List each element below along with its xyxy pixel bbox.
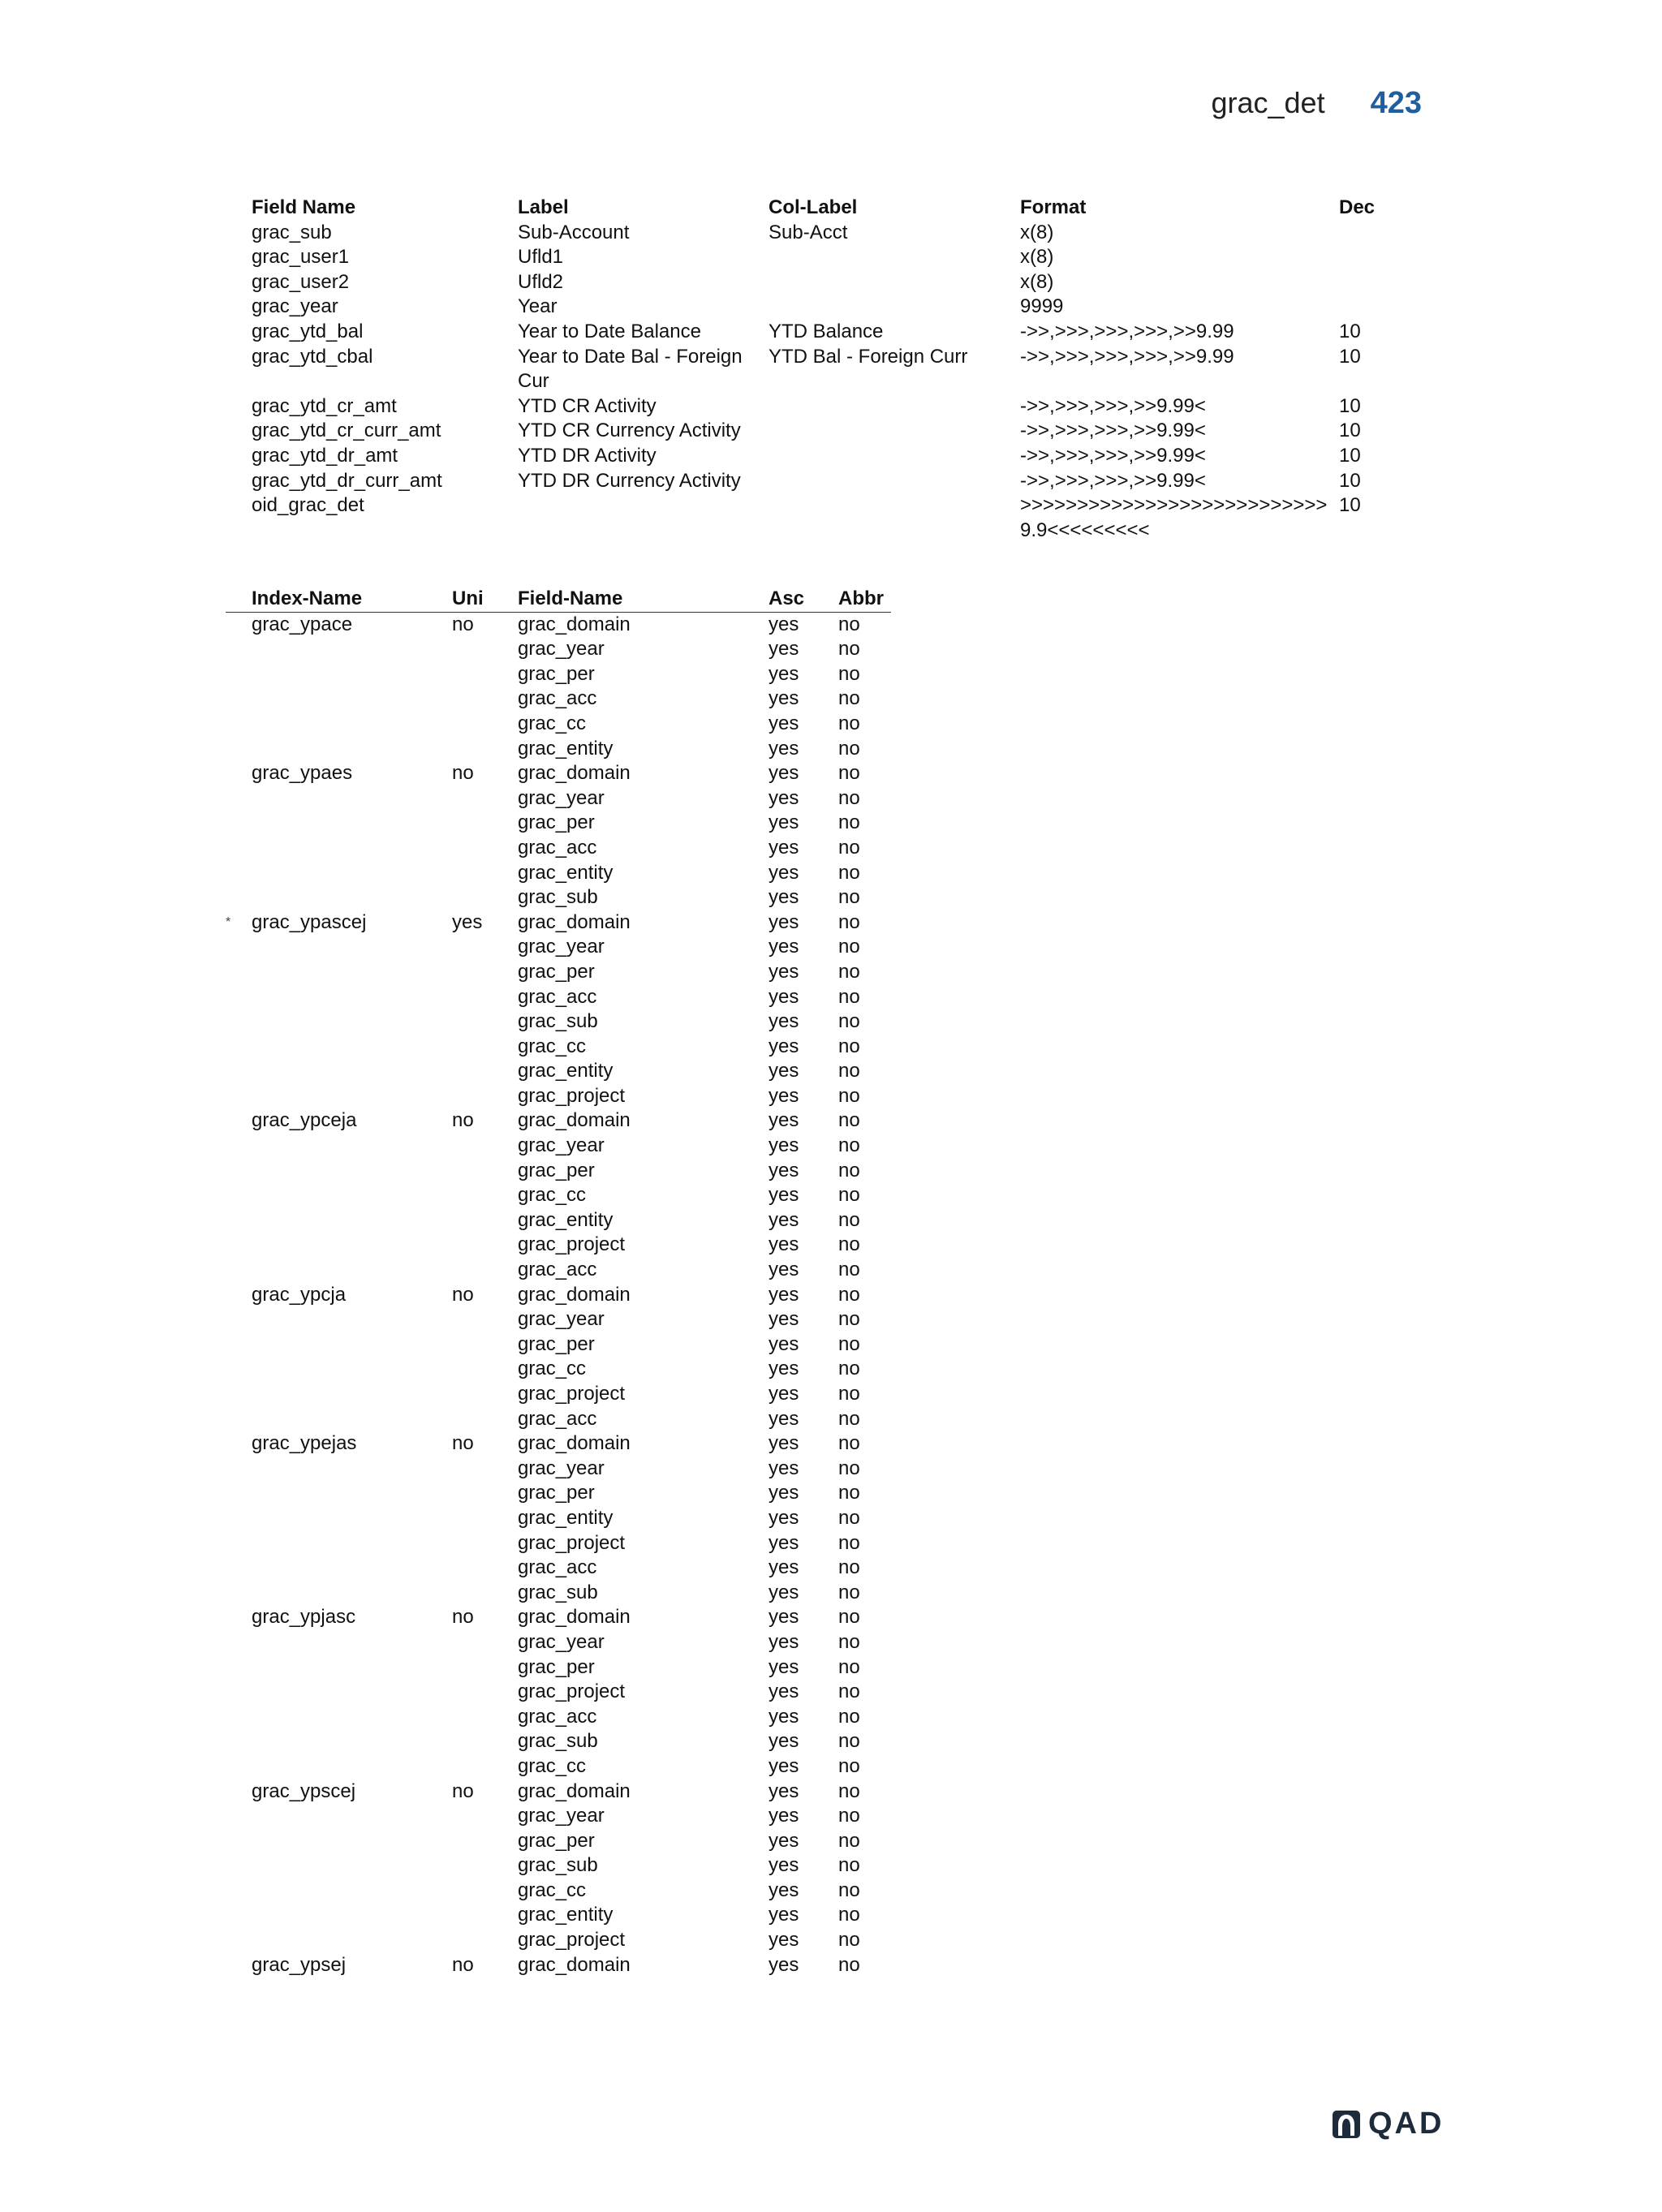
index-asc-cell: yes: [769, 1655, 799, 1678]
index-abbr-cell: no: [838, 1581, 860, 1603]
index-row: [226, 1729, 891, 1754]
field-label-cell: Year: [518, 295, 558, 318]
field-format-cell: ->>,>>>,>>>,>>9.99<: [1020, 469, 1206, 492]
index-asc-cell: yes: [769, 687, 799, 710]
index-asc-cell: yes: [769, 662, 799, 685]
index-row: [226, 1009, 891, 1035]
index-unique-cell: no: [452, 1779, 474, 1802]
index-asc-cell: yes: [769, 1531, 799, 1554]
index-field-cell: grac_domain: [518, 1779, 631, 1802]
index-field-cell: grac_year: [518, 1457, 605, 1479]
index-row: [226, 1108, 891, 1134]
index-row: [226, 1233, 891, 1258]
index-asc-cell: yes: [769, 786, 799, 809]
qad-logo-text: QAD: [1368, 2107, 1445, 2141]
index-abbr-cell: no: [838, 762, 860, 785]
index-row: [226, 1431, 891, 1457]
index-asc-cell: yes: [769, 1134, 799, 1157]
index-asc-cell: yes: [769, 1208, 799, 1231]
index-field-cell: grac_cc: [518, 1184, 587, 1207]
index-asc-cell: yes: [769, 1506, 799, 1529]
field-col-label-cell: YTD Bal - Foreign Curr: [769, 345, 968, 368]
index-field-cell: grac_per: [518, 811, 595, 834]
index-asc-cell: yes: [769, 936, 799, 958]
index-asc-cell: yes: [769, 1581, 799, 1603]
index-row: [226, 1407, 891, 1432]
index-abbr-cell: no: [838, 1730, 860, 1753]
index-asc-cell: yes: [769, 1332, 799, 1355]
index-abbr-cell: no: [838, 1531, 860, 1554]
index-row: [226, 1531, 891, 1556]
index-row: [226, 1829, 891, 1854]
field-label-cell: YTD DR Currency Activity: [518, 469, 741, 492]
index-asc-cell: yes: [769, 1779, 799, 1802]
index-row: [226, 861, 891, 886]
index-abbr-cell: no: [838, 1407, 860, 1430]
index-unique-cell: no: [452, 1283, 474, 1306]
index-asc-cell: yes: [769, 712, 799, 734]
index-abbr-cell: no: [838, 1854, 860, 1877]
index-abbr-cell: no: [838, 1953, 860, 1976]
index-row: [226, 1754, 891, 1779]
index-asc-cell: yes: [769, 1259, 799, 1281]
index-row: [226, 811, 891, 836]
index-row: [226, 1506, 891, 1531]
index-field-cell: grac_entity: [518, 861, 614, 884]
index-abbr-cell: no: [838, 1457, 860, 1479]
index-row: [226, 786, 891, 811]
field-label-cell: Year to Date Balance: [518, 320, 701, 342]
index-asc-cell: yes: [769, 1556, 799, 1579]
index-name-cell: grac_ypejas: [252, 1432, 357, 1455]
index-field-cell: grac_year: [518, 936, 605, 958]
index-abbr-cell: no: [838, 1482, 860, 1504]
field-label-cell: Sub-Account: [518, 221, 630, 243]
index-row: [226, 1853, 891, 1878]
index-field-cell: grac_acc: [518, 1259, 597, 1281]
index-field-cell: grac_domain: [518, 1953, 631, 1976]
index-abbr-cell: no: [838, 836, 860, 859]
index-abbr-cell: no: [838, 1779, 860, 1802]
index-asc-cell: yes: [769, 1681, 799, 1703]
index-asc-cell: yes: [769, 1233, 799, 1256]
field-name-cell: grac_user2: [252, 270, 350, 293]
index-unique-cell: yes: [452, 910, 483, 933]
index-asc-cell: yes: [769, 1035, 799, 1057]
index-row: [226, 637, 891, 662]
index-row: [226, 1307, 891, 1332]
index-name-cell: grac_ypaes: [252, 762, 353, 785]
index-field-cell: grac_year: [518, 1308, 605, 1331]
index-field-cell: grac_per: [518, 960, 595, 983]
index-abbr-cell: no: [838, 613, 860, 635]
field-name-cell: grac_ytd_dr_amt: [252, 444, 398, 467]
index-field-cell: grac_entity: [518, 1060, 614, 1082]
index-abbr-cell: no: [838, 1606, 860, 1629]
index-abbr-cell: no: [838, 712, 860, 734]
field-name-cell: grac_ytd_cr_curr_amt: [252, 420, 441, 442]
index-field-cell: grac_year: [518, 786, 605, 809]
field-name-cell: grac_ytd_cbal: [252, 345, 373, 368]
index-asc-cell: yes: [769, 1705, 799, 1728]
index-field-cell: grac_entity: [518, 737, 614, 760]
index-abbr-cell: no: [838, 1432, 860, 1455]
index-asc-cell: yes: [769, 1308, 799, 1331]
index-abbr-cell: no: [838, 638, 860, 661]
index-name-cell: grac_ypace: [252, 613, 353, 635]
index-abbr-cell: no: [838, 886, 860, 909]
index-row: [226, 960, 891, 985]
index-field-cell: grac_cc: [518, 1358, 587, 1380]
index-name-cell: grac_ypceja: [252, 1109, 357, 1132]
index-asc-cell: yes: [769, 1606, 799, 1629]
header-format: Format: [1020, 196, 1087, 218]
field-col-label-cell: YTD Balance: [769, 320, 884, 342]
qad-logo: [1331, 2107, 1444, 2141]
field-label-cell: Year to Date Bal - Foreign Cur: [518, 345, 743, 393]
index-asc-cell: yes: [769, 836, 799, 859]
index-name-cell: grac_ypsej: [252, 1953, 347, 1976]
index-name-cell: grac_ypascej: [252, 910, 367, 933]
field-col-label-cell: Sub-Acct: [769, 221, 848, 243]
header-asc: Asc: [769, 587, 805, 609]
index-asc-cell: yes: [769, 1060, 799, 1082]
index-row: [226, 1680, 891, 1705]
index-row: [226, 1159, 891, 1184]
index-field-cell: grac_sub: [518, 1730, 598, 1753]
index-unique-cell: no: [452, 1109, 474, 1132]
index-field-cell: grac_domain: [518, 1283, 631, 1306]
index-abbr-cell: no: [838, 1308, 860, 1331]
index-asc-cell: yes: [769, 811, 799, 834]
index-asc-cell: yes: [769, 1010, 799, 1033]
field-dec-cell: 10: [1339, 469, 1361, 492]
index-field-cell: grac_year: [518, 638, 605, 661]
index-asc-cell: yes: [769, 886, 799, 909]
index-asc-cell: yes: [769, 960, 799, 983]
index-abbr-cell: no: [838, 1383, 860, 1405]
index-row: [226, 836, 891, 861]
field-dec-cell: 10: [1339, 345, 1361, 368]
index-row: [226, 1605, 891, 1630]
index-asc-cell: yes: [769, 1829, 799, 1852]
index-row: [226, 1208, 891, 1233]
field-label-cell: YTD CR Activity: [518, 394, 657, 417]
index-row: [226, 761, 891, 786]
index-row: [226, 1804, 891, 1829]
index-row: [226, 1258, 891, 1283]
index-abbr-cell: no: [838, 936, 860, 958]
field-name-cell: grac_year: [252, 295, 338, 318]
index-row: [226, 1035, 891, 1060]
index-field-cell: grac_acc: [518, 836, 597, 859]
index-row: [226, 1953, 891, 1978]
index-field-cell: grac_per: [518, 1655, 595, 1678]
index-row: [226, 662, 891, 687]
index-row: [226, 712, 891, 737]
index-abbr-cell: no: [838, 910, 860, 933]
index-abbr-cell: no: [838, 1134, 860, 1157]
index-field-cell: grac_per: [518, 1482, 595, 1504]
index-asc-cell: yes: [769, 1805, 799, 1827]
index-asc-cell: yes: [769, 737, 799, 760]
index-abbr-cell: no: [838, 985, 860, 1008]
index-field-cell: grac_cc: [518, 712, 587, 734]
index-row: [226, 1183, 891, 1208]
index-asc-cell: yes: [769, 1159, 799, 1181]
index-name-cell: grac_ypjasc: [252, 1606, 356, 1629]
field-dec-cell: 10: [1339, 444, 1361, 467]
index-unique-cell: no: [452, 762, 474, 785]
index-field-cell: grac_domain: [518, 1432, 631, 1455]
index-unique-cell: no: [452, 1432, 474, 1455]
index-asc-cell: yes: [769, 1407, 799, 1430]
index-asc-cell: yes: [769, 1754, 799, 1777]
index-abbr-cell: no: [838, 1159, 860, 1181]
field-dec-cell: 10: [1339, 394, 1361, 417]
index-abbr-cell: no: [838, 1878, 860, 1901]
header-abbr: Abbr: [838, 587, 884, 609]
index-field-cell: grac_sub: [518, 1854, 598, 1877]
field-format-cell: ->>,>>>,>>>,>>>,>>9.99: [1020, 345, 1234, 368]
index-row: [226, 910, 891, 936]
index-abbr-cell: no: [838, 1705, 860, 1728]
index-asc-cell: yes: [769, 1630, 799, 1653]
index-field-cell: grac_cc: [518, 1878, 587, 1901]
index-unique-cell: no: [452, 1953, 474, 1976]
index-abbr-cell: no: [838, 662, 860, 685]
index-field-cell: grac_per: [518, 662, 595, 685]
index-abbr-cell: no: [838, 1630, 860, 1653]
index-row: [226, 1903, 891, 1928]
index-asc-cell: yes: [769, 762, 799, 785]
index-row: [226, 885, 891, 910]
page-number: 423: [1370, 86, 1422, 120]
index-abbr-cell: no: [838, 1184, 860, 1207]
field-format-cell: ->>,>>>,>>>,>>9.99<: [1020, 444, 1206, 467]
field-name-cell: oid_grac_det: [252, 494, 364, 517]
field-name-cell: grac_sub: [252, 221, 332, 243]
field-name-cell: grac_ytd_cr_amt: [252, 394, 397, 417]
index-name-cell: grac_ypscej: [252, 1779, 356, 1802]
index-abbr-cell: no: [838, 1681, 860, 1703]
index-row: [226, 1357, 891, 1382]
index-row: [226, 1878, 891, 1904]
index-unique-cell: no: [452, 1606, 474, 1629]
index-row: [226, 686, 891, 712]
index-field-cell: grac_per: [518, 1332, 595, 1355]
index-asc-cell: yes: [769, 1184, 799, 1207]
index-asc-cell: yes: [769, 1878, 799, 1901]
index-row: [226, 1556, 891, 1581]
index-abbr-cell: no: [838, 861, 860, 884]
index-asc-cell: yes: [769, 1457, 799, 1479]
index-asc-cell: yes: [769, 1953, 799, 1976]
index-row: [226, 1705, 891, 1730]
index-field-cell: grac_domain: [518, 1606, 631, 1629]
field-format-cell: x(8): [1020, 270, 1054, 293]
index-row: [226, 935, 891, 960]
index-asc-cell: yes: [769, 1482, 799, 1504]
field-format-cell: x(8): [1020, 221, 1054, 243]
field-label-cell: YTD DR Activity: [518, 444, 657, 467]
index-field-cell: grac_entity: [518, 1904, 614, 1926]
field-label-cell: Ufld2: [518, 270, 564, 293]
index-abbr-cell: no: [838, 1754, 860, 1777]
index-abbr-cell: no: [838, 1283, 860, 1306]
index-field-cell: grac_entity: [518, 1506, 614, 1529]
index-field-cell: grac_acc: [518, 985, 597, 1008]
index-asc-cell: yes: [769, 1109, 799, 1132]
index-row: [226, 613, 891, 638]
index-field-cell: grac_project: [518, 1084, 626, 1107]
index-row: [226, 1382, 891, 1407]
index-abbr-cell: no: [838, 1904, 860, 1926]
index-field-cell: grac_sub: [518, 886, 598, 909]
index-abbr-cell: no: [838, 1035, 860, 1057]
index-field-cell: grac_project: [518, 1929, 626, 1952]
index-abbr-cell: no: [838, 1233, 860, 1256]
index-abbr-cell: no: [838, 1332, 860, 1355]
index-abbr-cell: no: [838, 1358, 860, 1380]
index-field-cell: grac_project: [518, 1531, 626, 1554]
index-unique-cell: no: [452, 613, 474, 635]
index-field-cell: grac_domain: [518, 762, 631, 785]
index-field-cell: grac_per: [518, 1829, 595, 1852]
index-asc-cell: yes: [769, 1283, 799, 1306]
index-asc-cell: yes: [769, 910, 799, 933]
index-asc-cell: yes: [769, 1854, 799, 1877]
index-field-cell: grac_entity: [518, 1208, 614, 1231]
field-format-cell: ->>,>>>,>>>,>>>,>>9.99: [1020, 320, 1234, 342]
page-header: [1211, 86, 1422, 121]
index-field-cell: grac_cc: [518, 1754, 587, 1777]
index-field-cell: grac_sub: [518, 1581, 598, 1603]
index-abbr-cell: no: [838, 1655, 860, 1678]
index-row: [226, 1581, 891, 1606]
index-field-cell: grac_year: [518, 1134, 605, 1157]
index-abbr-cell: no: [838, 786, 860, 809]
index-field-cell: grac_project: [518, 1233, 626, 1256]
field-format-cell: x(8): [1020, 246, 1054, 269]
index-asc-cell: yes: [769, 1084, 799, 1107]
index-field-cell: grac_year: [518, 1805, 605, 1827]
field-format-cell: >>>>>>>>>>>>>>>>>>>>>>>>>>>9.9<<<<<<<<<: [1020, 494, 1328, 541]
index-field-cell: grac_acc: [518, 1407, 597, 1430]
field-format-cell: 9999: [1020, 295, 1064, 318]
index-asc-cell: yes: [769, 1432, 799, 1455]
index-abbr-cell: no: [838, 1208, 860, 1231]
index-field-cell: grac_cc: [518, 1035, 587, 1057]
index-asc-cell: yes: [769, 1730, 799, 1753]
index-row: [226, 1655, 891, 1681]
index-field-cell: grac_project: [518, 1383, 626, 1405]
index-field-cell: grac_domain: [518, 910, 631, 933]
index-abbr-cell: no: [838, 1805, 860, 1827]
index-asc-cell: yes: [769, 985, 799, 1008]
field-name-cell: grac_ytd_bal: [252, 320, 364, 342]
index-asc-cell: yes: [769, 638, 799, 661]
index-row: [226, 985, 891, 1010]
index-row: [226, 1134, 891, 1159]
index-field-cell: grac_domain: [518, 613, 631, 635]
header-col-label: Col-Label: [769, 196, 858, 218]
index-field-cell: grac_acc: [518, 1556, 597, 1579]
index-field-cell: grac_acc: [518, 1705, 597, 1728]
field-format-cell: ->>,>>>,>>>,>>9.99<: [1020, 394, 1206, 417]
index-row: [226, 1481, 891, 1506]
field-name-cell: grac_user1: [252, 246, 350, 269]
index-field-cell: grac_domain: [518, 1109, 631, 1132]
index-definitions-table: [226, 587, 891, 1977]
index-abbr-cell: no: [838, 960, 860, 983]
index-abbr-cell: no: [838, 1556, 860, 1579]
field-format-cell: ->>,>>>,>>>,>>9.99<: [1020, 420, 1206, 442]
index-asc-cell: yes: [769, 1358, 799, 1380]
index-abbr-cell: no: [838, 1259, 860, 1281]
index-row: [226, 1630, 891, 1655]
header-field-name: Field Name: [252, 196, 356, 218]
index-row: [226, 1084, 891, 1109]
index-abbr-cell: no: [838, 1010, 860, 1033]
index-row: [226, 1928, 891, 1953]
index-name-cell: grac_ypcja: [252, 1283, 347, 1306]
index-field-cell: grac_project: [518, 1681, 626, 1703]
index-row: [226, 1283, 891, 1308]
header-label: Label: [518, 196, 569, 218]
index-asc-cell: yes: [769, 1929, 799, 1952]
index-row: [226, 1457, 891, 1482]
header-index-name: Index-Name: [252, 587, 363, 609]
index-abbr-cell: no: [838, 1506, 860, 1529]
index-abbr-cell: no: [838, 1109, 860, 1132]
field-dec-cell: 10: [1339, 320, 1361, 342]
index-abbr-cell: no: [838, 811, 860, 834]
index-asc-cell: yes: [769, 861, 799, 884]
field-name-cell: grac_ytd_dr_curr_amt: [252, 469, 442, 492]
field-dec-cell: 10: [1339, 420, 1361, 442]
index-abbr-cell: no: [838, 1084, 860, 1107]
header-dec: Dec: [1339, 196, 1376, 218]
primary-index-marker: *: [226, 914, 231, 929]
index-field-cell: grac_acc: [518, 687, 597, 710]
index-asc-cell: yes: [769, 1904, 799, 1926]
index-table-header: [226, 587, 891, 613]
index-asc-cell: yes: [769, 1383, 799, 1405]
index-abbr-cell: no: [838, 1829, 860, 1852]
index-field-cell: grac_year: [518, 1630, 605, 1653]
index-field-cell: grac_sub: [518, 1010, 598, 1033]
index-row: [226, 1779, 891, 1805]
index-asc-cell: yes: [769, 613, 799, 635]
index-abbr-cell: no: [838, 1929, 860, 1952]
table-name: grac_det: [1211, 86, 1325, 119]
index-abbr-cell: no: [838, 737, 860, 760]
field-dec-cell: 10: [1339, 494, 1361, 517]
index-abbr-cell: no: [838, 1060, 860, 1082]
field-label-cell: YTD CR Currency Activity: [518, 420, 741, 442]
index-abbr-cell: no: [838, 687, 860, 710]
field-label-cell: Ufld1: [518, 246, 564, 269]
qad-logo-icon: [1331, 2109, 1362, 2140]
index-row: [226, 1332, 891, 1358]
header-index-field-name: Field-Name: [518, 587, 623, 609]
index-row: [226, 1059, 891, 1084]
index-field-cell: grac_per: [518, 1159, 595, 1181]
header-uni: Uni: [452, 587, 484, 609]
index-row: [226, 737, 891, 762]
